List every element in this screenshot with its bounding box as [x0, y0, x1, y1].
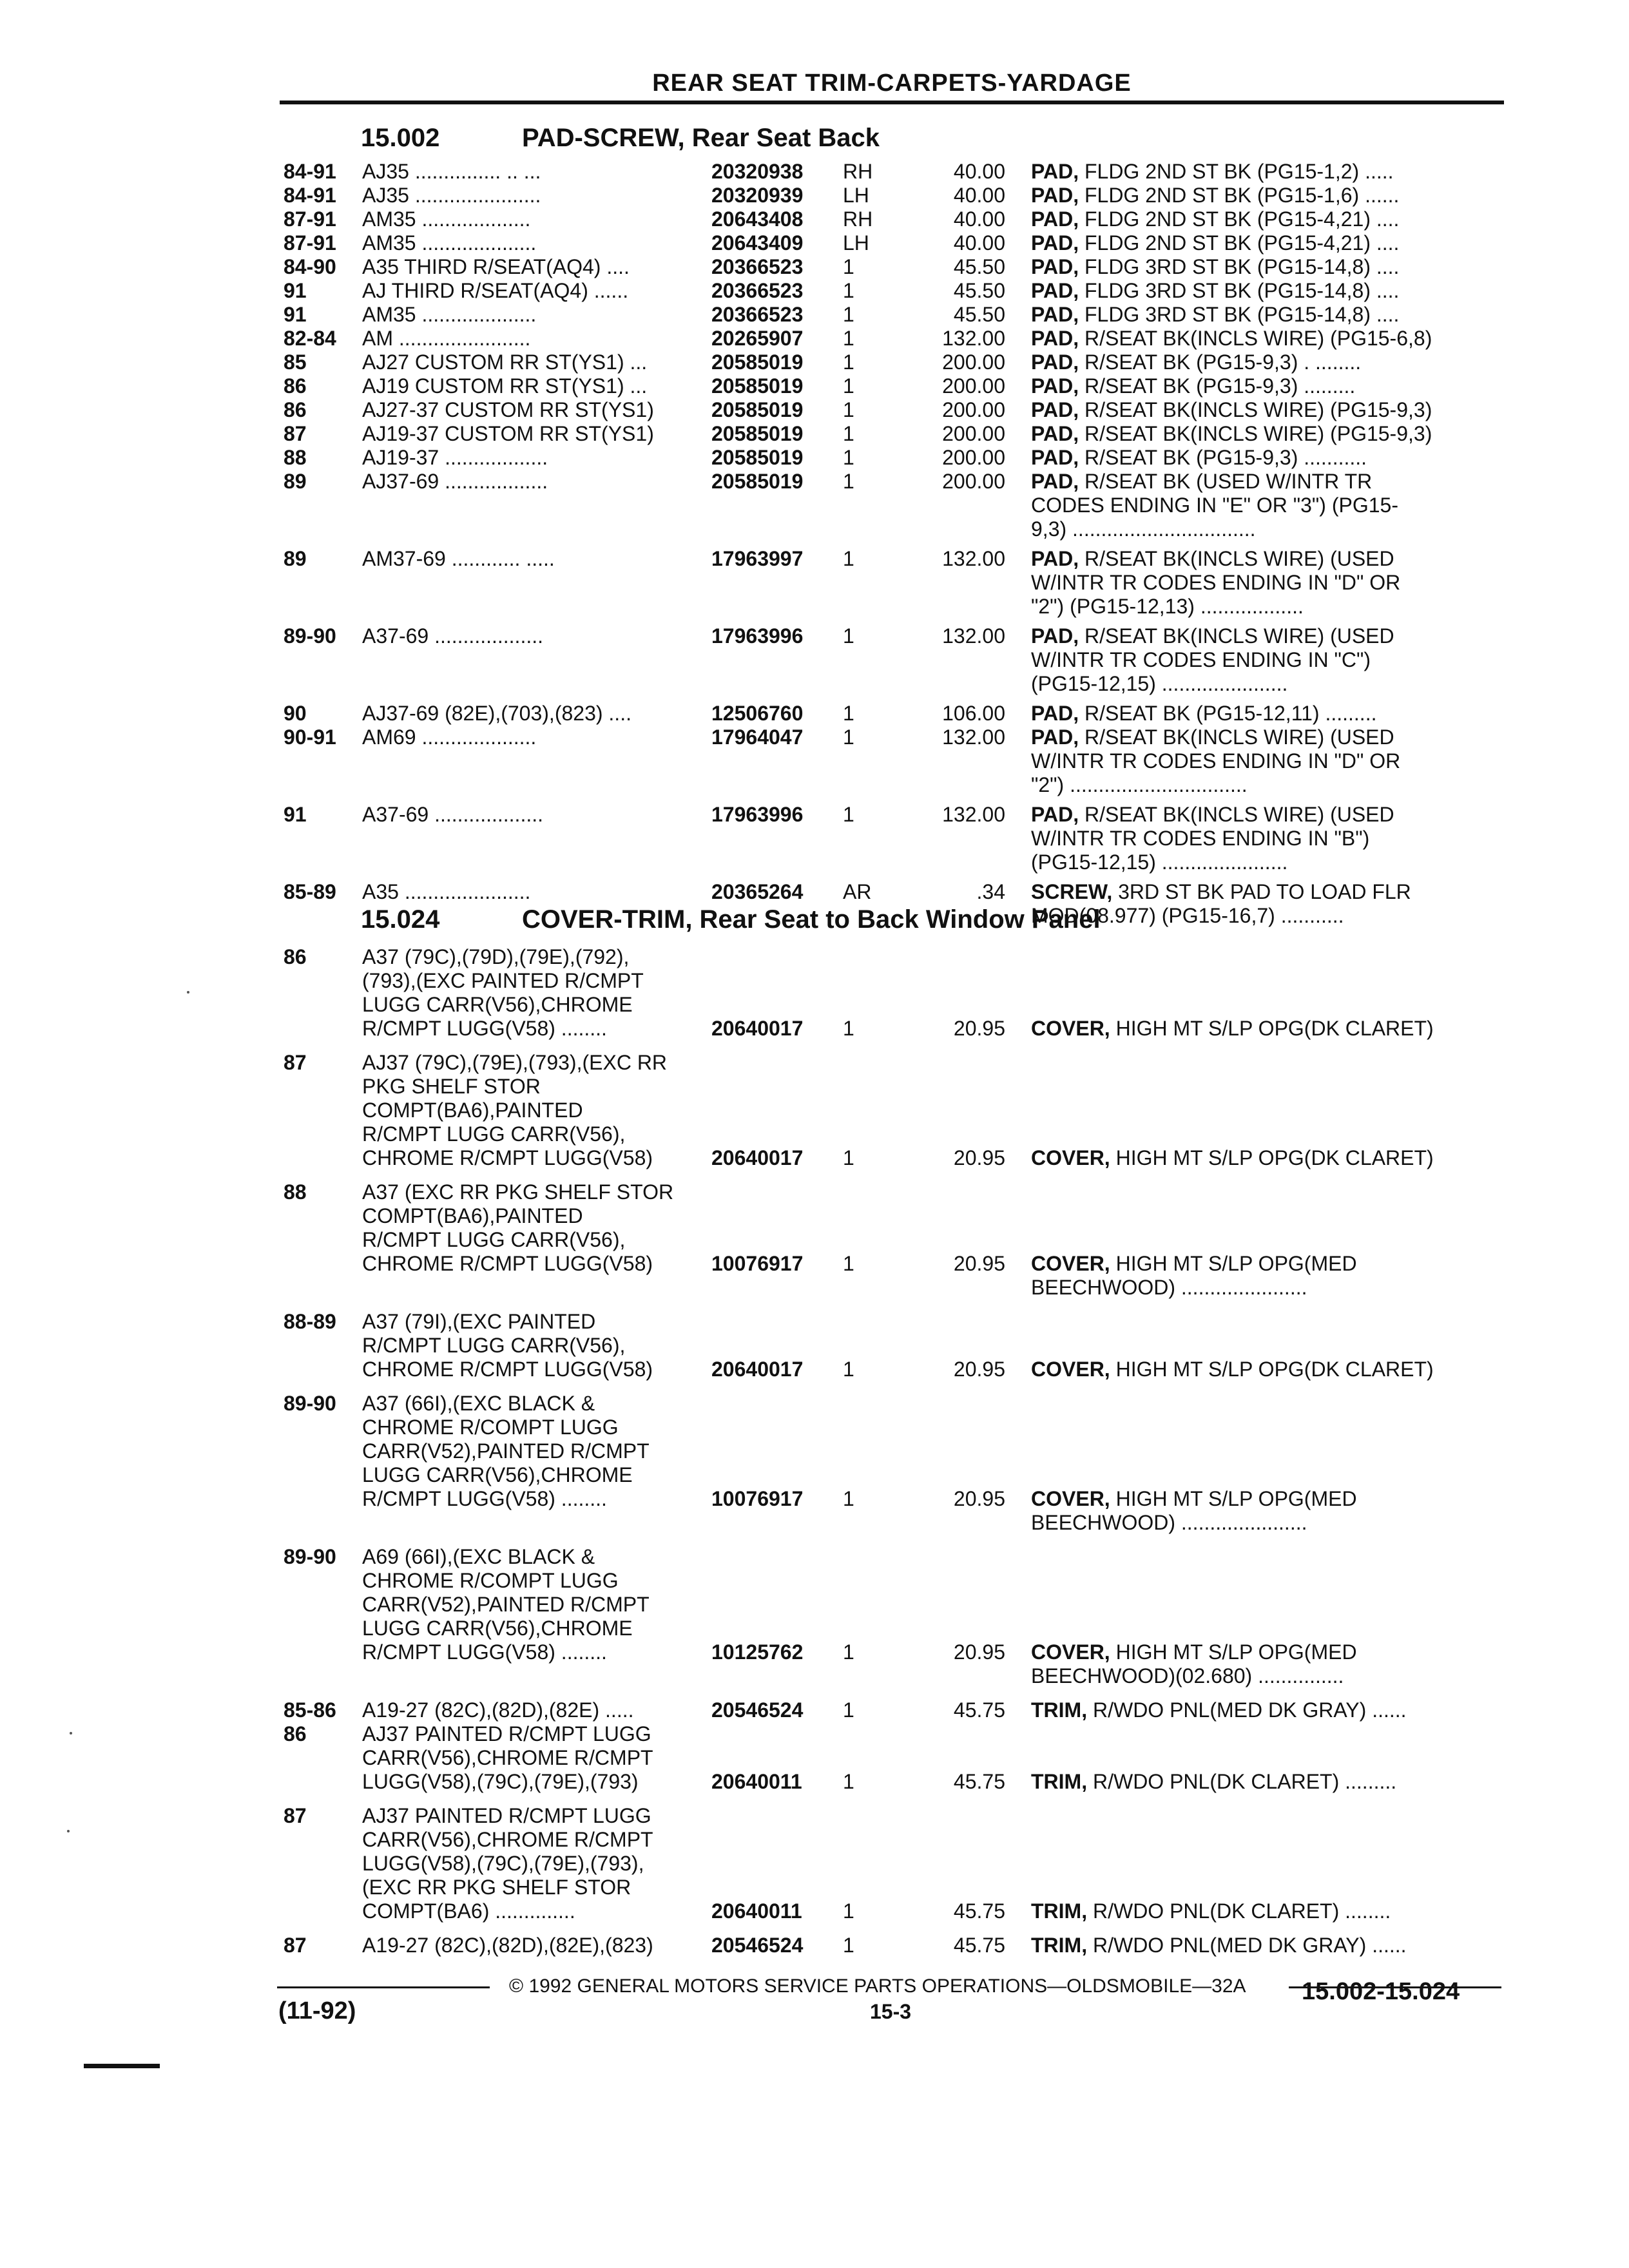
- model-applicability: A37 (79I),(EXC PAINTED R/CMPT LUGG CARR(V56), CHROME R/CMPT LUGG(V58): [362, 1310, 653, 1381]
- part-number: 17963996: [711, 624, 804, 648]
- quantity: 1: [843, 351, 854, 374]
- price: 20.95: [953, 1146, 1005, 1169]
- page-header: REAR SEAT TRIM-CARPETS-YARDAGE: [652, 70, 1132, 97]
- part-noun: PAD,: [1031, 803, 1079, 826]
- price: 20.95: [953, 1252, 1005, 1275]
- year-range: 85-89: [284, 880, 336, 903]
- year-range: 91: [284, 803, 307, 826]
- part-description: [1031, 1146, 1501, 1170]
- price: 20.95: [953, 1640, 1005, 1664]
- part-noun: PAD,: [1031, 255, 1079, 278]
- price: 132.00: [942, 327, 1005, 350]
- scan-speck: [67, 1830, 70, 1832]
- part-number: 20585019: [711, 398, 804, 421]
- price: 45.50: [953, 279, 1005, 302]
- part-description-text: R/SEAT BK (PG15-9,3) . ........: [1084, 351, 1362, 374]
- part-description: [1031, 398, 1501, 422]
- year-range: 88-89: [284, 1310, 336, 1333]
- model-applicability: AM .......................: [362, 327, 531, 350]
- year-range: 85: [284, 351, 307, 374]
- quantity: 1: [843, 1146, 854, 1169]
- part-noun: PAD,: [1031, 207, 1079, 231]
- quantity: 1: [843, 398, 854, 421]
- part-noun: PAD,: [1031, 470, 1079, 493]
- model-applicability: A69 (66I),(EXC BLACK & CHROME R/COMPT LUGG CARR(V52),PAINTED R/CMPT LUGG CARR(V56),CHROME R/CMPT LUGG(V58) ........: [362, 1545, 650, 1664]
- quantity: 1: [843, 702, 854, 725]
- part-number: 20640017: [711, 1017, 804, 1040]
- quantity: 1: [843, 470, 854, 493]
- section-number: 15.002: [361, 124, 440, 152]
- part-description: [1031, 351, 1501, 374]
- part-noun: PAD,: [1031, 351, 1079, 374]
- year-range: 86: [284, 374, 307, 398]
- price: 45.75: [953, 1934, 1005, 1957]
- year-range: 89: [284, 470, 307, 493]
- price: 20.95: [953, 1358, 1005, 1381]
- year-range: 88: [284, 1180, 307, 1204]
- quantity: 1: [843, 303, 854, 326]
- model-applicability: A35 THIRD R/SEAT(AQ4) ....: [362, 255, 630, 278]
- model-applicability: AJ37-69 (82E),(703),(823) ....: [362, 702, 631, 725]
- part-description-text: R/SEAT BK (PG15-9,3) ...........: [1084, 446, 1367, 469]
- part-number: 20366523: [711, 279, 804, 302]
- part-description: [1031, 279, 1501, 303]
- scan-speck: [70, 1732, 72, 1735]
- part-description-text: HIGH MT S/LP OPG(MED BEECHWOOD)(02.680) ...............: [1031, 1640, 1357, 1687]
- part-description-text: FLDG 2ND ST BK (PG15-4,21) ....: [1084, 231, 1400, 255]
- part-noun: COVER,: [1031, 1640, 1110, 1664]
- part-noun: PAD,: [1031, 327, 1079, 350]
- part-number: 20643408: [711, 207, 804, 231]
- model-applicability: AM69 ....................: [362, 726, 537, 749]
- footer-copyright: © 1992 GENERAL MOTORS SERVICE PARTS OPERATIONS—OLDSMOBILE—32A: [509, 1975, 1246, 1997]
- part-noun: COVER,: [1031, 1358, 1110, 1381]
- part-number: 10076917: [711, 1487, 804, 1510]
- part-description-text: HIGH MT S/LP OPG(MED BEECHWOOD) ......................: [1031, 1487, 1357, 1534]
- quantity: 1: [843, 803, 854, 826]
- part-description: [1031, 231, 1501, 255]
- year-range: 86: [284, 1722, 307, 1745]
- price: 132.00: [942, 726, 1005, 749]
- part-number: 20640011: [711, 1770, 802, 1793]
- quantity: 1: [843, 726, 854, 749]
- price: 40.00: [953, 207, 1005, 231]
- part-description-text: R/SEAT BK(INCLS WIRE) (PG15-9,3): [1084, 422, 1432, 445]
- part-description: [1031, 1017, 1501, 1041]
- year-range: 91: [284, 303, 307, 326]
- part-description-text: R/WDO PNL(DK CLARET) .........: [1092, 1770, 1397, 1793]
- part-description: [1031, 1934, 1501, 1957]
- footer-section-range: 15.002-15.024: [1302, 1978, 1460, 2005]
- quantity: 1: [843, 1358, 854, 1381]
- part-noun: COVER,: [1031, 1252, 1110, 1275]
- price: 200.00: [942, 446, 1005, 469]
- quantity: LH: [843, 184, 869, 207]
- year-range: 82-84: [284, 327, 336, 350]
- quantity: 1: [843, 1770, 854, 1793]
- model-applicability: AM35 ...................: [362, 207, 531, 231]
- price: 106.00: [942, 702, 1005, 725]
- price: 20.95: [953, 1487, 1005, 1510]
- quantity: 1: [843, 255, 854, 278]
- price: 200.00: [942, 470, 1005, 493]
- quantity: 1: [843, 422, 854, 445]
- model-applicability: AJ19-37 ..................: [362, 446, 548, 469]
- part-description: [1031, 470, 1501, 541]
- part-noun: PAD,: [1031, 446, 1079, 469]
- part-noun: PAD,: [1031, 422, 1079, 445]
- part-description: [1031, 207, 1501, 231]
- price: 200.00: [942, 422, 1005, 445]
- part-description-text: R/WDO PNL(MED DK GRAY) ......: [1092, 1934, 1407, 1957]
- part-number: 20546524: [711, 1934, 804, 1957]
- part-description: [1031, 160, 1501, 184]
- part-description-text: HIGH MT S/LP OPG(DK CLARET): [1115, 1146, 1434, 1169]
- part-description: [1031, 446, 1501, 470]
- model-applicability: AJ37 (79C),(79E),(793),(EXC RR PKG SHELF STOR COMPT(BA6),PAINTED R/CMPT LUGG CARR(V56), CHROME R/CMPT LUGG(V58): [362, 1051, 668, 1169]
- part-noun: TRIM,: [1031, 1899, 1088, 1923]
- model-applicability: A19-27 (82C),(82D),(82E) .....: [362, 1698, 634, 1722]
- quantity: 1: [843, 446, 854, 469]
- model-applicability: AJ37-69 ..................: [362, 470, 548, 493]
- price: 45.50: [953, 255, 1005, 278]
- quantity: 1: [843, 327, 854, 350]
- part-description: [1031, 624, 1501, 696]
- part-description-text: HIGH MT S/LP OPG(DK CLARET): [1115, 1017, 1434, 1040]
- quantity: 1: [843, 1934, 854, 1957]
- part-description-text: R/SEAT BK(INCLS WIRE) (USED W/INTR TR CODES ENDING IN "D" OR "2") (PG15-12,13) ..................: [1031, 547, 1401, 618]
- part-description: [1031, 184, 1501, 207]
- part-noun: TRIM,: [1031, 1934, 1088, 1957]
- year-range: 90-91: [284, 726, 336, 749]
- year-range: 87-91: [284, 207, 336, 231]
- model-applicability: AJ THIRD R/SEAT(AQ4) ......: [362, 279, 629, 302]
- year-range: 89: [284, 547, 307, 570]
- part-number: 20643409: [711, 231, 804, 255]
- model-applicability: AJ27 CUSTOM RR ST(YS1) ...: [362, 351, 648, 374]
- part-description: [1031, 547, 1501, 619]
- scan-mark: [84, 2064, 160, 2068]
- price: 132.00: [942, 624, 1005, 648]
- model-applicability: AM37-69 ............ .....: [362, 547, 555, 570]
- quantity: 1: [843, 547, 854, 570]
- part-description: [1031, 1252, 1501, 1300]
- footer-rule-left: [277, 1986, 490, 1988]
- part-number: 20366523: [711, 303, 804, 326]
- part-noun: TRIM,: [1031, 1770, 1088, 1793]
- part-noun: COVER,: [1031, 1487, 1110, 1510]
- part-description-text: R/SEAT BK (PG15-12,11) .........: [1084, 702, 1377, 725]
- part-number: 20265907: [711, 327, 804, 350]
- part-description-text: FLDG 3RD ST BK (PG15-14,8) ....: [1084, 279, 1400, 302]
- part-noun: PAD,: [1031, 303, 1079, 326]
- quantity: LH: [843, 231, 869, 255]
- model-applicability: A37 (66I),(EXC BLACK & CHROME R/COMPT LUGG CARR(V52),PAINTED R/CMPT LUGG CARR(V56),CHROME R/CMPT LUGG(V58) ........: [362, 1392, 650, 1510]
- part-noun: PAD,: [1031, 374, 1079, 398]
- part-noun: PAD,: [1031, 726, 1079, 749]
- part-number: 20546524: [711, 1698, 804, 1722]
- price: .34: [976, 880, 1005, 903]
- part-number: 10076917: [711, 1252, 804, 1275]
- model-applicability: A19-27 (82C),(82D),(82E),(823): [362, 1934, 653, 1957]
- part-noun: PAD,: [1031, 231, 1079, 255]
- year-range: 87: [284, 422, 307, 445]
- part-number: 20585019: [711, 351, 804, 374]
- part-number: 20365264: [711, 880, 804, 903]
- scan-speck: [187, 991, 189, 994]
- section-title: PAD-SCREW, Rear Seat Back: [522, 124, 880, 152]
- part-description-text: R/SEAT BK(INCLS WIRE) (PG15-6,8): [1084, 327, 1432, 350]
- section-heading: [361, 905, 1101, 934]
- price: 45.50: [953, 303, 1005, 326]
- price: 20.95: [953, 1017, 1005, 1040]
- part-noun: COVER,: [1031, 1146, 1110, 1169]
- part-description-text: R/SEAT BK (PG15-9,3) .........: [1084, 374, 1356, 398]
- part-noun: COVER,: [1031, 1017, 1110, 1040]
- model-applicability: A37 (79C),(79D),(79E),(792), (793),(EXC PAINTED R/CMPT LUGG CARR(V56),CHROME R/CMPT LUGG(V58) ........: [362, 945, 644, 1040]
- part-number: 20640017: [711, 1146, 804, 1169]
- part-description-text: FLDG 2ND ST BK (PG15-4,21) ....: [1084, 207, 1400, 231]
- year-range: 88: [284, 446, 307, 469]
- model-applicability: A37 (EXC RR PKG SHELF STOR COMPT(BA6),PAINTED R/CMPT LUGG CARR(V56), CHROME R/CMPT LUGG(V58): [362, 1180, 674, 1275]
- part-noun: PAD,: [1031, 398, 1079, 421]
- part-description-text: FLDG 2ND ST BK (PG15-1,6) ......: [1084, 184, 1400, 207]
- model-applicability: AJ35 ......................: [362, 184, 541, 207]
- section-number: 15.024: [361, 905, 440, 934]
- part-noun: PAD,: [1031, 160, 1079, 183]
- part-description: [1031, 1358, 1501, 1381]
- part-description-text: R/SEAT BK(INCLS WIRE) (USED W/INTR TR CODES ENDING IN "B") (PG15-12,15) ......................: [1031, 803, 1394, 874]
- quantity: 1: [843, 374, 854, 398]
- part-number: 17964047: [711, 726, 804, 749]
- quantity: 1: [843, 1252, 854, 1275]
- model-applicability: AM35 ....................: [362, 231, 537, 255]
- year-range: 84-91: [284, 184, 336, 207]
- quantity: 1: [843, 279, 854, 302]
- part-description: [1031, 303, 1501, 327]
- part-number: 20585019: [711, 470, 804, 493]
- part-description: [1031, 1698, 1501, 1722]
- price: 40.00: [953, 231, 1005, 255]
- price: 132.00: [942, 803, 1005, 826]
- year-range: 87: [284, 1934, 307, 1957]
- part-number: 17963996: [711, 803, 804, 826]
- part-description-text: 3RD ST BK PAD TO LOAD FLR MOD(08.977) (PG15-16,7) ...........: [1031, 880, 1411, 927]
- model-applicability: AJ37 PAINTED R/CMPT LUGG CARR(V56),CHROME R/CMPT LUGG(V58),(79C),(79E),(793): [362, 1722, 653, 1793]
- model-applicability: AJ37 PAINTED R/CMPT LUGG CARR(V56),CHROME R/CMPT LUGG(V58),(79C),(79E),(793), (EXC RR PKG SHELF STOR COMPT(BA6) ..............: [362, 1804, 653, 1923]
- year-range: 87-91: [284, 231, 336, 255]
- model-applicability: AJ27-37 CUSTOM RR ST(YS1): [362, 398, 654, 421]
- year-range: 91: [284, 279, 307, 302]
- part-number: 20366523: [711, 255, 804, 278]
- part-number: 20640017: [711, 1358, 804, 1381]
- quantity: 1: [843, 1899, 854, 1923]
- part-description: [1031, 803, 1501, 874]
- model-applicability: AJ35 ............... .. ...: [362, 160, 541, 183]
- quantity: 1: [843, 624, 854, 648]
- part-description: [1031, 1640, 1501, 1688]
- price: 132.00: [942, 547, 1005, 570]
- year-range: 89-90: [284, 624, 336, 648]
- part-noun: PAD,: [1031, 624, 1079, 648]
- year-range: 86: [284, 398, 307, 421]
- part-number: 20585019: [711, 446, 804, 469]
- price: 45.75: [953, 1770, 1005, 1793]
- part-description: [1031, 255, 1501, 279]
- price: 45.75: [953, 1698, 1005, 1722]
- part-noun: SCREW,: [1031, 880, 1113, 903]
- part-description: [1031, 327, 1501, 351]
- part-description: [1031, 374, 1501, 398]
- year-range: 89-90: [284, 1545, 336, 1568]
- part-description-text: HIGH MT S/LP OPG(DK CLARET): [1115, 1358, 1434, 1381]
- quantity: 1: [843, 1640, 854, 1664]
- year-range: 89-90: [284, 1392, 336, 1415]
- part-description: [1031, 880, 1501, 928]
- price: 40.00: [953, 184, 1005, 207]
- price: 200.00: [942, 398, 1005, 421]
- quantity: 1: [843, 1487, 854, 1510]
- model-applicability: A35 ......................: [362, 880, 531, 903]
- year-range: 90: [284, 702, 307, 725]
- part-description-text: HIGH MT S/LP OPG(MED BEECHWOOD) ......................: [1031, 1252, 1357, 1299]
- part-noun: PAD,: [1031, 279, 1079, 302]
- model-applicability: A37-69 ...................: [362, 803, 543, 826]
- quantity: RH: [843, 160, 873, 183]
- quantity: 1: [843, 1017, 854, 1040]
- quantity: RH: [843, 207, 873, 231]
- year-range: 86: [284, 945, 307, 968]
- part-description: [1031, 726, 1501, 797]
- part-number: 20320938: [711, 160, 804, 183]
- year-range: 87: [284, 1051, 307, 1074]
- year-range: 87: [284, 1804, 307, 1827]
- part-number: 17963997: [711, 547, 804, 570]
- model-applicability: A37-69 ...................: [362, 624, 543, 648]
- part-number: 20320939: [711, 184, 804, 207]
- part-noun: PAD,: [1031, 702, 1079, 725]
- price: 200.00: [942, 351, 1005, 374]
- model-applicability: AM35 ....................: [362, 303, 537, 326]
- part-description-text: R/WDO PNL(MED DK GRAY) ......: [1092, 1698, 1407, 1722]
- year-range: 84-91: [284, 160, 336, 183]
- part-noun: PAD,: [1031, 184, 1079, 207]
- footer-page-number: 15-3: [870, 2000, 912, 2023]
- part-number: 20640011: [711, 1899, 802, 1923]
- part-description: [1031, 1899, 1501, 1923]
- part-description: [1031, 422, 1501, 446]
- part-description: [1031, 1770, 1501, 1794]
- part-description: [1031, 702, 1501, 726]
- part-description-text: R/SEAT BK(INCLS WIRE) (USED W/INTR TR CODES ENDING IN "D" OR "2") ...............................: [1031, 726, 1401, 796]
- model-applicability: AJ19-37 CUSTOM RR ST(YS1): [362, 422, 654, 445]
- part-number: 20585019: [711, 422, 804, 445]
- section-heading: [361, 124, 880, 153]
- part-noun: PAD,: [1031, 547, 1079, 570]
- part-description-text: FLDG 2ND ST BK (PG15-1,2) .....: [1084, 160, 1394, 183]
- part-description-text: R/SEAT BK(INCLS WIRE) (USED W/INTR TR CODES ENDING IN "C") (PG15-12,15) ......................: [1031, 624, 1394, 695]
- part-number: 10125762: [711, 1640, 804, 1664]
- part-description-text: R/SEAT BK(INCLS WIRE) (PG15-9,3): [1084, 398, 1432, 421]
- part-description-text: R/WDO PNL(DK CLARET) ........: [1092, 1899, 1391, 1923]
- part-description-text: R/SEAT BK (USED W/INTR TR CODES ENDING IN "E" OR "3") (PG15- 9,3) ................................: [1031, 470, 1398, 541]
- quantity: AR: [843, 880, 872, 903]
- part-number: 20585019: [711, 374, 804, 398]
- part-description: [1031, 1487, 1501, 1535]
- part-noun: TRIM,: [1031, 1698, 1088, 1722]
- price: 45.75: [953, 1899, 1005, 1923]
- part-description-text: FLDG 3RD ST BK (PG15-14,8) ....: [1084, 303, 1400, 326]
- year-range: 84-90: [284, 255, 336, 278]
- section-title: COVER-TRIM, Rear Seat to Back Window Panel: [522, 905, 1101, 934]
- year-range: 85-86: [284, 1698, 336, 1722]
- price: 40.00: [953, 160, 1005, 183]
- price: 200.00: [942, 374, 1005, 398]
- header-rule: [280, 101, 1504, 104]
- model-applicability: AJ19 CUSTOM RR ST(YS1) ...: [362, 374, 648, 398]
- quantity: 1: [843, 1698, 854, 1722]
- footer-date: (11-92): [278, 1997, 356, 2024]
- part-description-text: FLDG 3RD ST BK (PG15-14,8) ....: [1084, 255, 1400, 278]
- part-number: 12506760: [711, 702, 804, 725]
